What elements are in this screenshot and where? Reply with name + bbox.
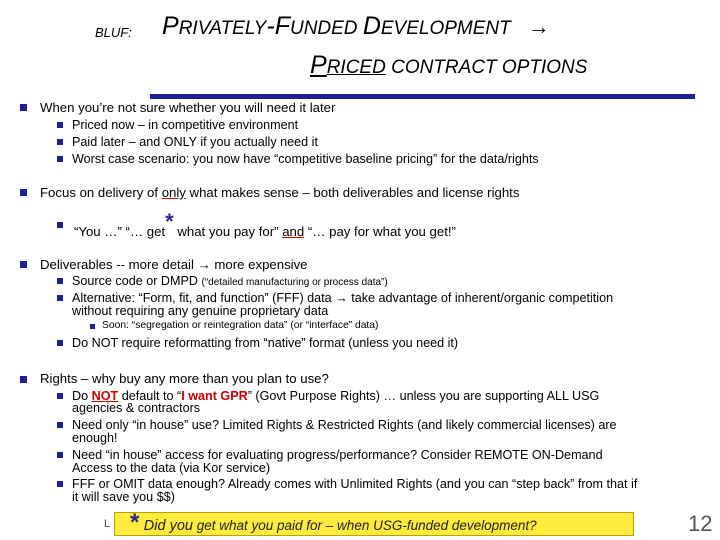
bullet-square-icon: [20, 376, 27, 383]
only-emphasis: only: [161, 185, 186, 200]
not-emphasis: NOT: [91, 389, 119, 403]
bullet-4-sub-1: Do NOT default to “I want GPR” (Govt Purpose Rights) … unless you are supporting ALL USG: [72, 389, 600, 403]
asterisk-icon: *: [165, 209, 174, 234]
bullet-1-sub-2: Paid later – and ONLY if you actually need it: [72, 135, 318, 149]
bullet-square-icon: [57, 278, 63, 284]
bullet-3-text: Deliverables -- more detail → more expensive: [40, 257, 308, 272]
bluf-label: BLUF:: [95, 25, 132, 40]
bullet-square-icon: [57, 340, 63, 346]
bullet-square-icon: [57, 156, 63, 162]
bullet-square-icon: [90, 324, 95, 329]
bullet-3-sub-2: Alternative: “Form, fit, and function” (FFF) data → take advantage of inherent/organic competition: [72, 291, 614, 305]
bullet-square-icon: [57, 122, 63, 128]
footer-callout-text: * Did you get what you paid for – when USG-funded development?: [130, 509, 537, 536]
bullet-square-icon: [57, 422, 63, 428]
bullet-4-sub-2-cont: enough!: [72, 431, 118, 445]
bullet-2-text: Focus on delivery of only what makes sense – both deliverables and license rights: [40, 185, 520, 200]
bullet-4-sub-3: Need “in house” access for evaluating progress/performance? Consider REMOTE ON-Demand: [72, 448, 603, 462]
bullet-1-sub-3: Worst case scenario: you now have “competitive baseline pricing” for the data/rights: [72, 152, 539, 166]
asterisk-icon: *: [130, 509, 140, 536]
bullet-square-icon: [57, 139, 63, 145]
right-arrow-icon: →: [197, 257, 211, 272]
bullet-4-sub-2: Need only “in house” use? Limited Rights & Restricted Rights (and likely commercial licenses) are: [72, 418, 617, 432]
bullet-square-icon: [57, 295, 63, 301]
bullet-4-sub-4: FFF or OMIT data enough? Already comes with Unlimited Rights (and you can “step back” from that if: [72, 477, 638, 491]
bullet-square-icon: [57, 222, 63, 228]
bullet-3-sub-2-cont: without requiring any genuine proprietary data: [72, 304, 329, 318]
title-underline-rule: [150, 94, 695, 99]
bullet-4-text: Rights – why buy any more than you plan to use?: [40, 371, 329, 386]
bullet-square-icon: [57, 393, 63, 399]
slide-title-line1: PRIVATELY-FUNDED DEVELOPMENT →: [162, 12, 550, 40]
i-want-gpr-emphasis: I want GPR: [181, 389, 248, 403]
bullet-3-sub-3: Do NOT require reformatting from “native” format (unless you need it): [72, 336, 459, 350]
bullet-1-text: When you’re not sure whether you will need it later: [40, 100, 336, 115]
bullet-square-icon: [20, 104, 27, 111]
page-number: 12: [688, 511, 713, 536]
slide-title-line2: PRICED CONTRACT OPTIONS: [310, 51, 588, 79]
bullet-square-icon: [57, 481, 63, 487]
bullet-4-sub-3-cont: Access to the data (via Kor service): [72, 461, 271, 475]
bullet-3-sub-1: Source code or DMPD (“detailed manufacturing or process data”): [72, 274, 388, 288]
right-arrow-icon: →: [527, 14, 550, 39]
bullet-3-sub-2-sub: Soon: “segregation or reintegration data” (or “interface” data): [102, 320, 379, 331]
bullet-4-sub-4-cont: it will save you $$): [72, 490, 175, 504]
bullet-4-sub-1-cont: agencies & contractors: [72, 401, 201, 415]
bullet-2-sub: “You …” “… get* what you pay for” and “… pay for what you get!”: [74, 209, 456, 239]
bullet-square-icon: [20, 189, 27, 196]
bullet-1-sub-1: Priced now – in competitive environment: [72, 118, 299, 132]
bullet-square-icon: [20, 261, 27, 268]
footer-hidden-prefix: L: [104, 518, 111, 530]
bullet-square-icon: [57, 452, 63, 458]
